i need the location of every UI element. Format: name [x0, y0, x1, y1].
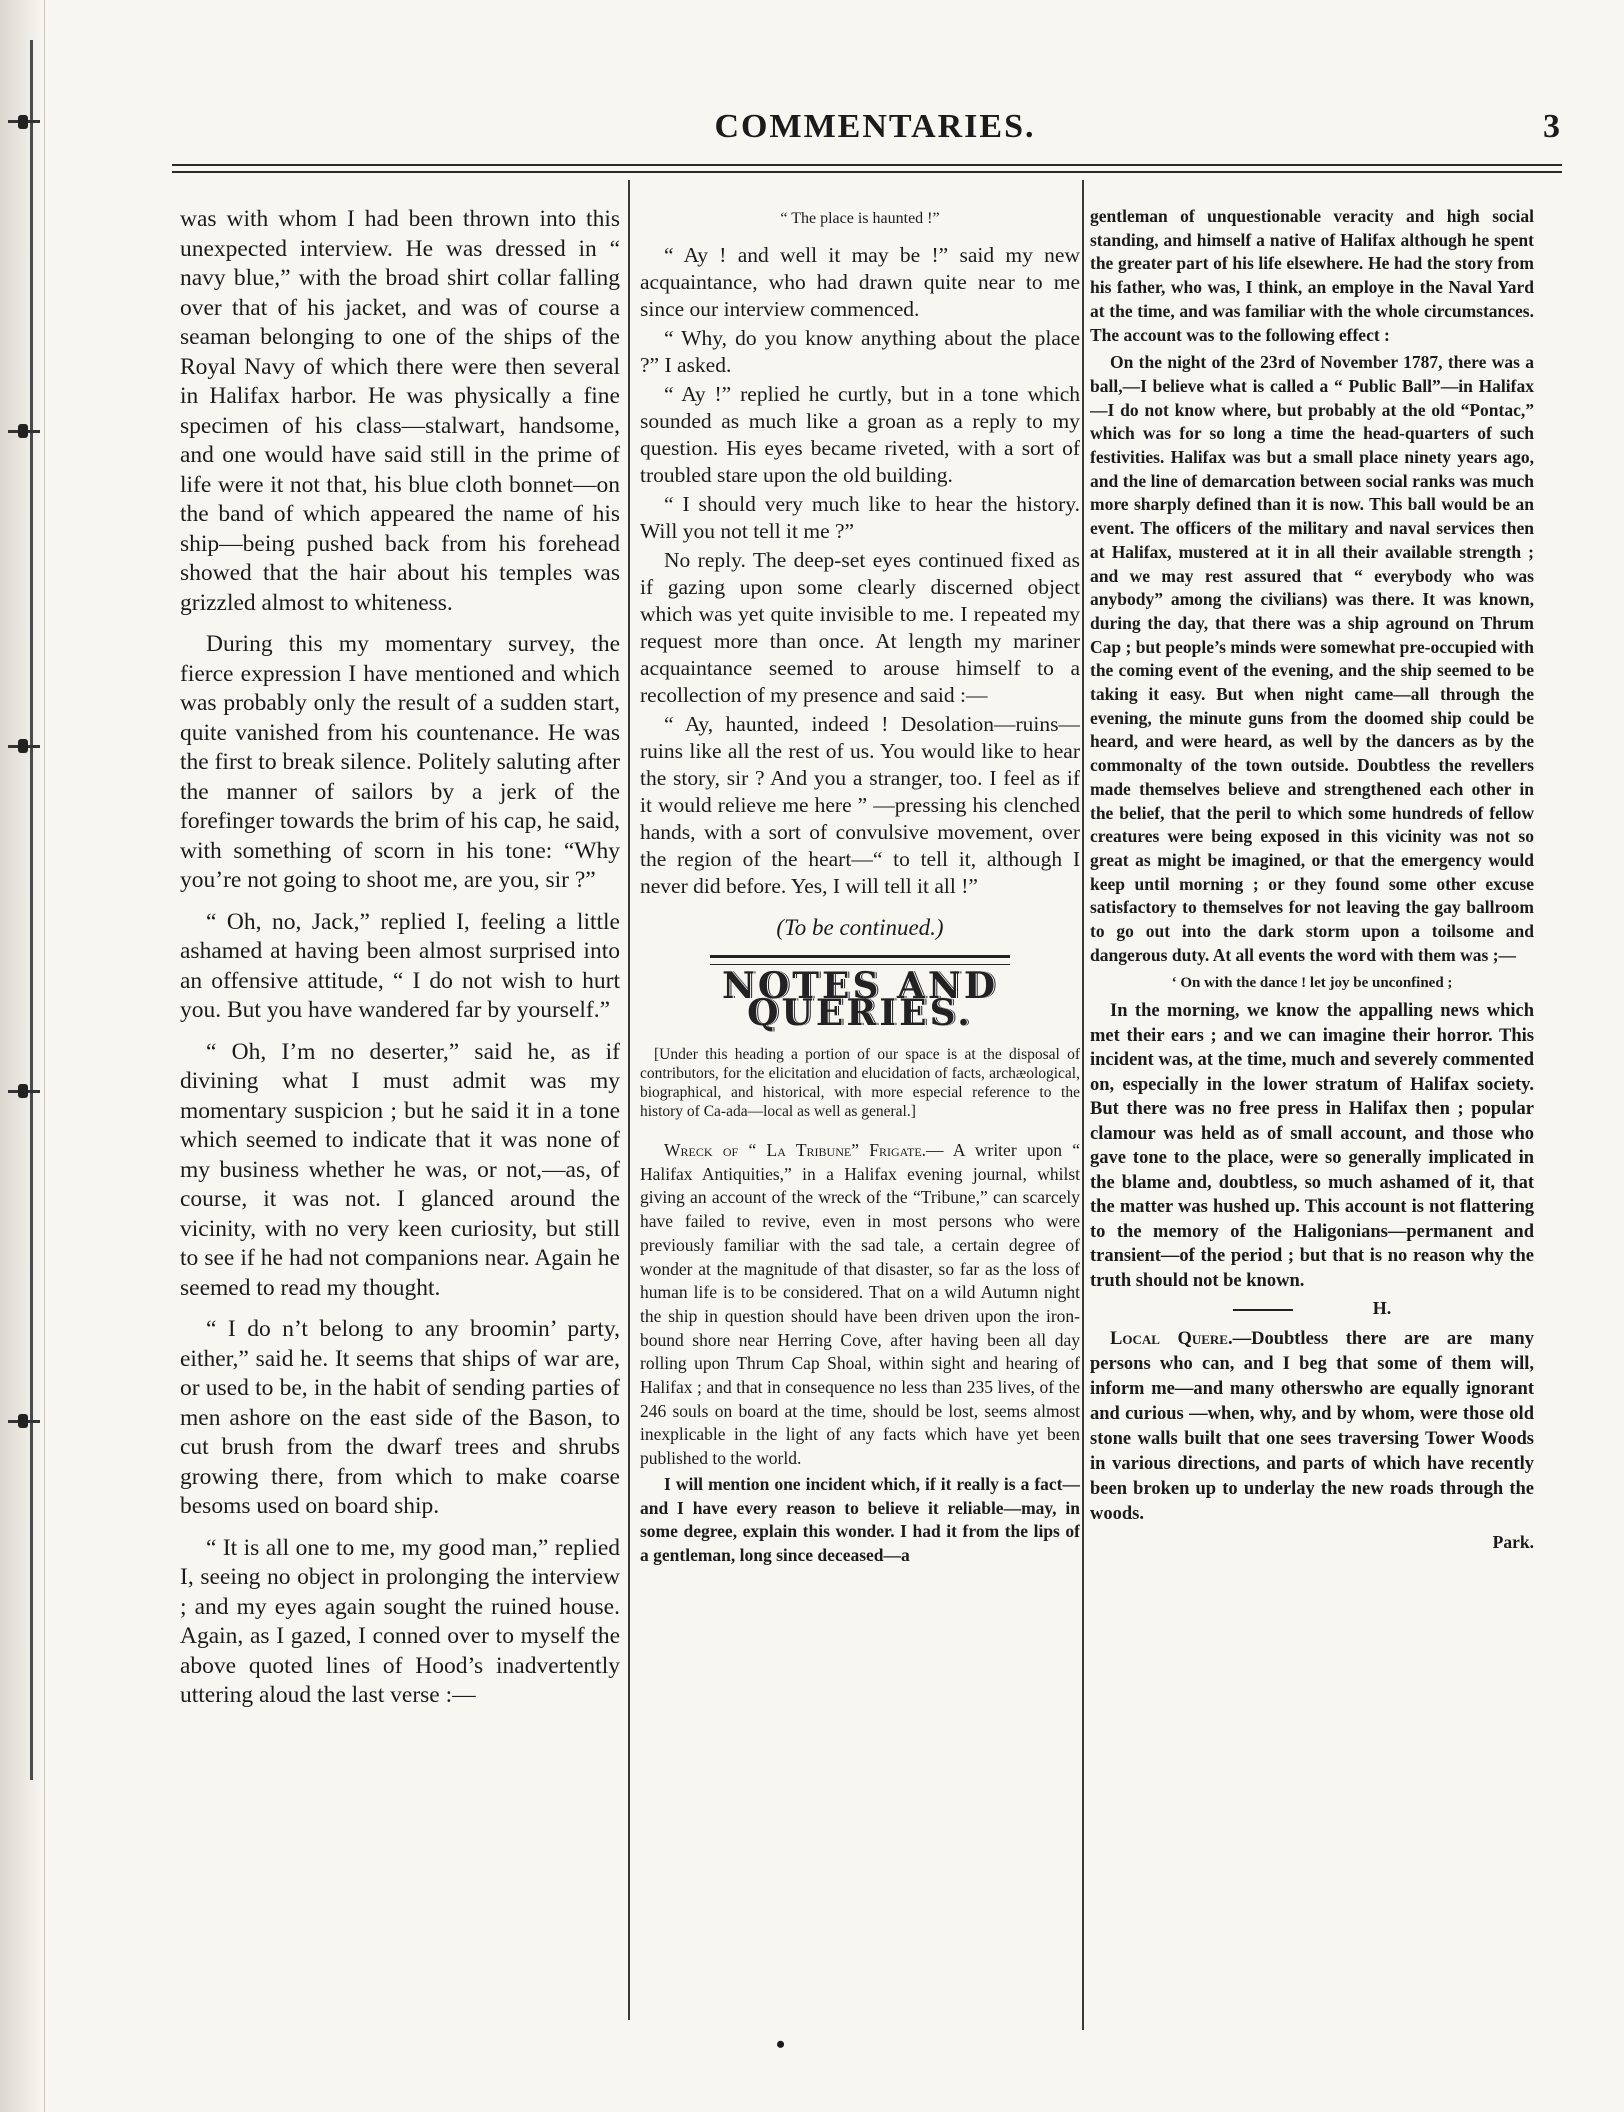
paragraph: During this my momentary survey, the fierce expression I have mentioned and which was probably only the result of a sudden start, quite vanished from his countenance. He was the first to break silence. Politely saluting after the manner of sailors by a jerk of the forefinger towards the brim of his cap, he said, with something of scorn in his tone: “Why you’re not going to shoot me, are you, sir ?”	[180, 631, 620, 893]
article-text: A writer upon “ Halifax Antiquities,” in a Halifax evening journal, whilst giving an account of the wreck of the “Tribune,” can scarcely have failed to revive, even in most persons who were previously familiar with the sad tale, a certain degree of wonder at the magnitude of that disaster, so far as the loss of human life is to be considered. That on a wild Autumn night the ship in question should have been driven upon the iron-bound shore near Herring Cove, after having been all day rolling upon Thrum Cap Shoal, within sight and hearing of Halifax ; and that in consequence no less than 235 lives, of the 246 souls on board at the time, should be lost, seems almost inexplicable in the light of any facts which have yet been published to the world.	[640, 1140, 1080, 1469]
column-divider	[628, 180, 630, 2020]
column-divider	[1082, 180, 1084, 2030]
paragraph: I will mention one incident which, if it really is a fact—and I have every reason to believe it reliable—may, in some degree, explain this wonder. I had it from the lips of a gentleman, long since deceased—a	[640, 1473, 1080, 1565]
article-wreck	[640, 1139, 1080, 1471]
section-title: NOTES AND QUERIES.	[721, 965, 999, 1034]
paragraph: “ I should very much like to hear the history. Will you not tell it me ?”	[640, 492, 1080, 543]
quotation: ‘ On with the dance ! let joy be unconfined ;	[1171, 974, 1453, 991]
page-number: 3	[1543, 108, 1560, 145]
binding-knot	[18, 1084, 28, 1098]
article-local-quere	[1090, 1327, 1534, 1527]
binding-knot	[18, 739, 28, 753]
paragraph: “ Oh, no, Jack,” replied I, feeling a little ashamed at having been almost surprised into an offensive attitude, “ I do not wish to hurt you. But you have wandered far by yourself.”	[180, 908, 620, 1023]
signature-line	[1090, 1297, 1534, 1321]
section-rule	[640, 955, 1080, 965]
signature: Park.	[1492, 1531, 1534, 1552]
column-1	[180, 205, 620, 1985]
paragraph: “ Ay, haunted, indeed ! Desolation—ruins—ruins like all the rest of us. You would like to hear the story, sir ? And you a stranger, too. I feel as if it would relieve me here ” —pressing his clenched hands, with a sort of convulsive movement, over the region of the heart—“ to tell it, although I never did before. Yes, I will tell it all !”	[640, 712, 1080, 898]
paragraph: No reply. The deep-set eyes continued fixed as if gazing upon some clearly discerned object which was yet quite invisible to me. I repeated my request more than once. At length my mariner acquaintance seemed to arouse himself to a recollection of my presence and said :—	[640, 548, 1080, 707]
binding-knot	[18, 424, 28, 438]
epigraph: “ The place is haunted !”	[780, 210, 940, 227]
paragraph: On the night of the 23rd of November 1787, there was a ball,—I believe what is called a “ Public Ball”—in Halifax—I do not know where, but probably at the old “Pontac,” which was for so long a time the head-quarters of such festivities. Halifax was but a small place ninety years ago, and the line of demarcation between social ranks was much more sharply defined than it is now. This ball would be an event. The officers of the military and naval services then at Halifax, mustered at it in all their available strength ; and we may rest assured that “ everybody who was anybody” among the civilians) was there. It was known, during the day, that there was a ship aground on Thrum Cap ; but people’s minds were somewhat pre-occupied with the coming event of the evening, and the ship seemed to be taking it easy. But when night came—all through the evening, the minute guns from the doomed ship could be heard, and were heard, as well by the dancers as by the commonalty of the town outside. Doubtless the revellers made themselves believe and strengthened each other in the belief, that the peril to which some hundreds of fellow creatures were being exposed in this vicinity was not so great as might be imagined, or that the emergency would keep until morning ; or they found some other excuse satisfactory to themselves for not leaving the gay ballroom to go out into the dark storm upon a toilsome and dangerous duty. At all events the word with them was ;—	[1090, 352, 1534, 965]
paragraph: was with whom I had been thrown into this unexpected interview. He was dressed in “ navy blue,” with the broad shirt collar falling over that of his jacket, and was of course a seaman belonging to one of the ships of the Royal Navy of which there were then several in Halifax harbor. He was physically a fine specimen of his class—stalwart, handsome, and one would have said still in the prime of life were it not that, his blue cloth bonnet—on the band of which appeared the name of his ship—being pushed back from his forehead showed that the hair about his temples was grizzled almost to whiteness.	[180, 206, 620, 616]
article-heading: Wreck of “ La Tribune” Frigate.—	[664, 1140, 944, 1160]
signature: H.	[1372, 1298, 1392, 1319]
paragraph: “ I do n’t belong to any broomin’ party, either,” said he. It seems that ships of war are, or used to be, in the habit of sending parties of men ashore on the east side of the Bason, to cut brush from the dwarf trees and shrubs growing there, from which to make coarse besoms used on board ship.	[180, 1316, 620, 1519]
paragraph: In the morning, we know the appalling news which met their ears ; and we can imagine their horror. This incident was, at the time, much and severely commented on, especially in the lower stratum of Halifax society. But there was no free press in Halifax then ; popular clamour was held as of small account, and those who gave tone to the place, were so generally implicated in the blame and, doubtless, so much ashamed of it, that the matter was hushed up. This account is not flattering to the memory of the Haligonians—permanent and transient—of the period ; but that is no reason why the truth should not be known.	[1090, 1001, 1534, 1291]
column-3	[1090, 205, 1534, 2005]
editorial-note: [Under this heading a portion of our space is at the disposal of contributors, for the elicitation and elucidation of facts, archæological, biographical, and historical, with more especial reference to the history of Ca-ada—local as well as general.]	[640, 1046, 1080, 1120]
paragraph: “ Why, do you know anything about the place ?” I asked.	[640, 326, 1080, 377]
paragraph: “ Ay ! and well it may be !” said my new acquaintance, who had drawn quite near to me since our interview commenced.	[640, 243, 1080, 321]
footer-mark: •	[776, 2030, 786, 2059]
page-binding	[0, 0, 45, 2112]
binding-edge-line	[30, 40, 33, 1780]
article-heading: Local Quere.—	[1110, 1328, 1252, 1349]
paragraph: “ Oh, I’m no deserter,” said he, as if divining what I must admit was my momentary suspicion ; but he said it in a tone which seemed to indicate that it was none of my business whether he was, or not,—as, of course, it was not. I glanced around the vicinity, with no very keen curiosity, but still to see if he had not companions near. Again he seemed to read my thought.	[180, 1038, 620, 1301]
page-header	[170, 108, 1580, 168]
header-rule	[172, 164, 1562, 173]
paragraph: “ It is all one to me, my good man,” replied I, seeing no object in prolonging the interview ; and my eyes again sought the ruined house. Again, as I gazed, I conned over to myself the above quoted lines of Hood’s inadvertently uttering aloud the last verse :—	[180, 1534, 620, 1708]
paragraph: “ Ay !” replied he curtly, but in a tone which sounded as much like a groan as a reply to my question. His eyes became riveted, with a sort of troubled stare upon the old building.	[640, 382, 1080, 487]
column-2	[640, 205, 1080, 2005]
running-title: COMMENTARIES.	[714, 108, 1036, 145]
binding-knot	[18, 1414, 28, 1428]
paragraph: gentleman of unquestionable veracity and high social standing, and himself a native of Halifax although he spent the greater part of his life elsewhere. He had the story from his father, who was, I think, an employe in the Naval Yard at the time, and was familiar with the whole circumstances. The account was to the following effect :	[1090, 206, 1534, 345]
article-text: Doubtless there are are many persons who can, and I beg that some of them will, inform me—and many otherswho are equally ignorant and curious —when, why, and by whom, were those old stone walls built that one sees traversing Tower Woods in various directions, and parts of which have recently been broken up to underlay the new roads through the woods.	[1090, 1328, 1534, 1524]
to-be-continued: (To be continued.)	[776, 915, 944, 940]
dash	[1233, 1309, 1293, 1321]
binding-knot	[18, 115, 28, 129]
